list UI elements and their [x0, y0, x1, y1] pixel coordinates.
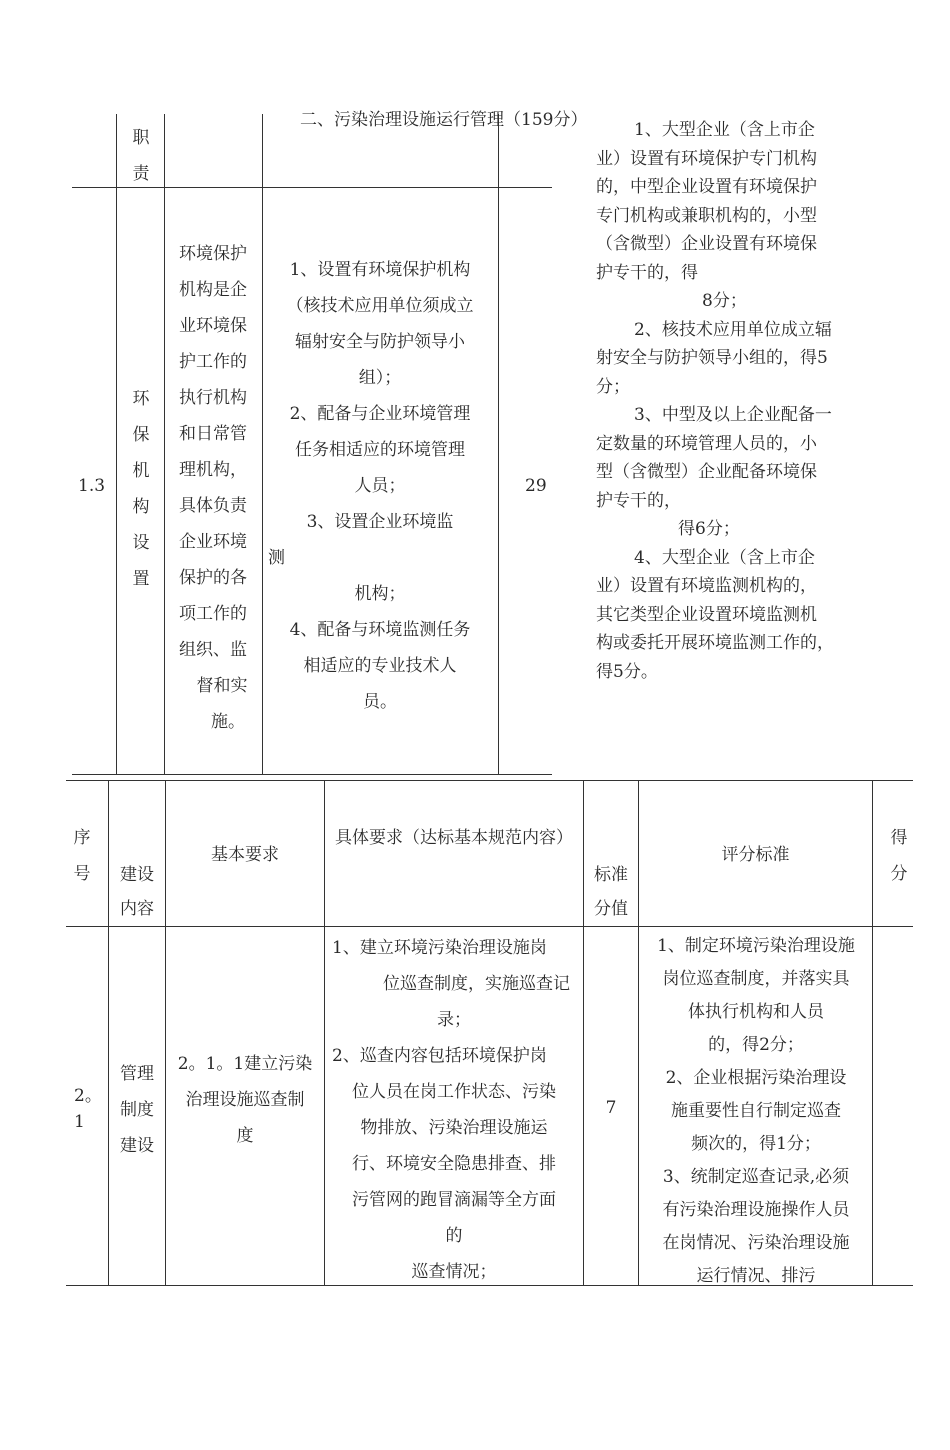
- specific-line: 录；: [437, 1010, 471, 1030]
- upper-vline-4: [498, 114, 499, 774]
- lower-vline-3: [324, 780, 325, 1286]
- specific-line: 4、配备与环境监测任务: [289, 620, 471, 640]
- criteria-line: 2、企业根据污染治理设: [665, 1068, 847, 1088]
- criteria-line: 2、核技术应用单位成立辐: [634, 319, 832, 340]
- basic-line: 机构是企: [179, 280, 247, 300]
- header-got: 得分: [890, 828, 908, 884]
- criteria-line: 频次的，得1分；: [691, 1134, 821, 1154]
- specific-line: 2、巡查内容包括环境保护岗: [332, 1046, 547, 1066]
- basic-line: 执行机构: [179, 388, 247, 408]
- criteria-line: 体执行机构和人员: [688, 1002, 824, 1022]
- upper-vline-3: [262, 114, 263, 774]
- lower-hline-top: [66, 780, 913, 781]
- basic-line: 保护的各: [179, 568, 247, 588]
- specific-line: 人员；: [354, 476, 406, 496]
- specific-line: 位巡查制度，实施巡查记: [383, 974, 570, 994]
- specific-line: 辐射安全与防护领导小: [295, 332, 465, 352]
- criteria-line: 业）设置有环境监测机构的，: [596, 576, 817, 596]
- basic-line: 具体负责: [179, 496, 247, 516]
- basic-line: 理机构，: [179, 460, 247, 480]
- lower-vline-6: [872, 780, 873, 1286]
- criteria-line: 分；: [596, 376, 630, 397]
- criteria-line: 8分；: [702, 291, 747, 311]
- basic-line: 环境保护: [179, 244, 247, 264]
- criteria-line: 得5分。: [596, 661, 658, 682]
- specific-line: 任务相适应的环境管理: [295, 440, 465, 460]
- specific-line: 测: [268, 548, 285, 568]
- specific-line: 物排放、污染治理设施运: [360, 1118, 548, 1138]
- criteria-line: 专门机构或兼职机构的，小型: [596, 205, 817, 226]
- basic-requirement: [166, 236, 260, 740]
- specific-line: 1、设置有环境保护机构: [289, 260, 471, 280]
- specific-line: 巡查情况；: [411, 1262, 497, 1282]
- scoring-criteria: [640, 930, 872, 1293]
- criteria-line: 业）设置有环境保护专门机构: [596, 148, 817, 169]
- section-title: 二、污染治理设施运行管理（159分）: [300, 110, 588, 130]
- criteria-line: 型（含微型）企业配备环境保: [596, 462, 817, 482]
- basic-line: 组织、监: [179, 640, 247, 660]
- upper-hline-2: [72, 774, 552, 775]
- specific-line: 2、配备与企业环境管理: [289, 404, 471, 424]
- criteria-line: 1、制定环境污染治理设施: [657, 936, 855, 956]
- criteria-line: 有污染治理设施操作人员: [662, 1200, 850, 1220]
- lower-hline-mid: [66, 926, 913, 927]
- header-criteria: 评分标准: [721, 845, 790, 865]
- basic-line: 业环境保: [179, 316, 247, 336]
- row-item: 管理制度建设: [120, 1064, 154, 1156]
- basic-line: 度: [236, 1126, 254, 1146]
- upper-vline-1: [116, 114, 117, 774]
- basic-line: 企业环境: [179, 532, 247, 552]
- criteria-line: 4、大型企业（含上市企: [634, 547, 815, 568]
- scoring-criteria: [590, 116, 880, 686]
- basic-line: 督和实: [196, 676, 248, 696]
- criteria-line: 的，中型企业设置有环境保护: [596, 177, 817, 197]
- basic-line: 2。1。1建立污染: [177, 1054, 313, 1074]
- header-content: 建设内容: [120, 865, 154, 919]
- specific-line: 1、建立环境污染治理设施岗: [332, 938, 547, 958]
- criteria-line: 在岗情况、污染治理设施: [662, 1233, 850, 1253]
- specific-line: 位人员在岗工作状态、污染: [352, 1082, 556, 1102]
- header-specific: 具体要求（达标基本规范内容）: [335, 828, 573, 848]
- specific-line: 机构；: [354, 584, 406, 604]
- specific-line: 的: [445, 1226, 463, 1246]
- basic-line: 治理设施巡查制: [185, 1090, 305, 1110]
- score-value: 29: [525, 476, 547, 496]
- criteria-line: 的，得2分；: [708, 1035, 804, 1055]
- prev-row-label: 职责: [132, 128, 150, 184]
- lower-vline-4: [583, 780, 584, 1286]
- specific-line: 3、设置企业环境监: [306, 512, 454, 532]
- score-value: 7: [605, 1098, 617, 1118]
- basic-requirement: [166, 1046, 324, 1154]
- criteria-line: 1、大型企业（含上市企: [634, 120, 815, 140]
- criteria-line: 定数量的环境管理人员的，小: [596, 433, 817, 454]
- criteria-line: （含微型）企业设置有环境保: [596, 234, 817, 254]
- header-seq: 序号: [73, 828, 91, 884]
- specific-requirement: [326, 930, 582, 1290]
- specific-line: 组）；: [358, 368, 402, 388]
- specific-line: 相适应的专业技术人: [303, 656, 457, 676]
- basic-line: 项工作的: [179, 604, 247, 624]
- basic-line: 和日常管: [179, 424, 247, 444]
- criteria-line: 其它类型企业设置环境监测机: [596, 604, 817, 625]
- specific-requirement: [264, 252, 496, 720]
- specific-line: （核技术应用单位须成立: [286, 296, 474, 316]
- criteria-line: 岗位巡查制度，并落实具: [662, 969, 850, 989]
- row-item: 环保机构设置: [132, 389, 150, 589]
- header-basic: 基本要求: [211, 845, 279, 865]
- criteria-line: 构或委托开展环境监测工作的，: [596, 633, 834, 653]
- specific-line: 员。: [363, 692, 397, 712]
- criteria-line: 3、中型及以上企业配备一: [634, 405, 832, 425]
- scoring-criteria-clip: [590, 116, 880, 682]
- basic-line: 施。: [211, 712, 245, 732]
- row-number: 1.3: [78, 476, 106, 496]
- header-score: 标准分值: [594, 865, 628, 919]
- criteria-line: 施重要性自行制定巡查: [671, 1101, 841, 1121]
- criteria-line: 运行情况、排污: [696, 1266, 816, 1286]
- criteria-line: 护专干的，得: [596, 262, 698, 283]
- specific-line: 污管网的跑冒滴漏等全方面: [352, 1190, 556, 1210]
- specific-line: 行、环境安全隐患排查、排: [352, 1154, 556, 1174]
- criteria-line: 得6分；: [678, 519, 740, 539]
- lower-vline-1: [108, 780, 109, 1286]
- row-number: 2。1: [74, 1086, 102, 1132]
- basic-line: 护工作的: [179, 352, 247, 372]
- criteria-line: 3、统制定巡查记录,必须: [662, 1167, 850, 1187]
- criteria-line: 射安全与防护领导小组的，得5: [596, 348, 828, 368]
- upper-vline-2: [164, 114, 165, 774]
- criteria-line: 护专干的，: [596, 490, 681, 511]
